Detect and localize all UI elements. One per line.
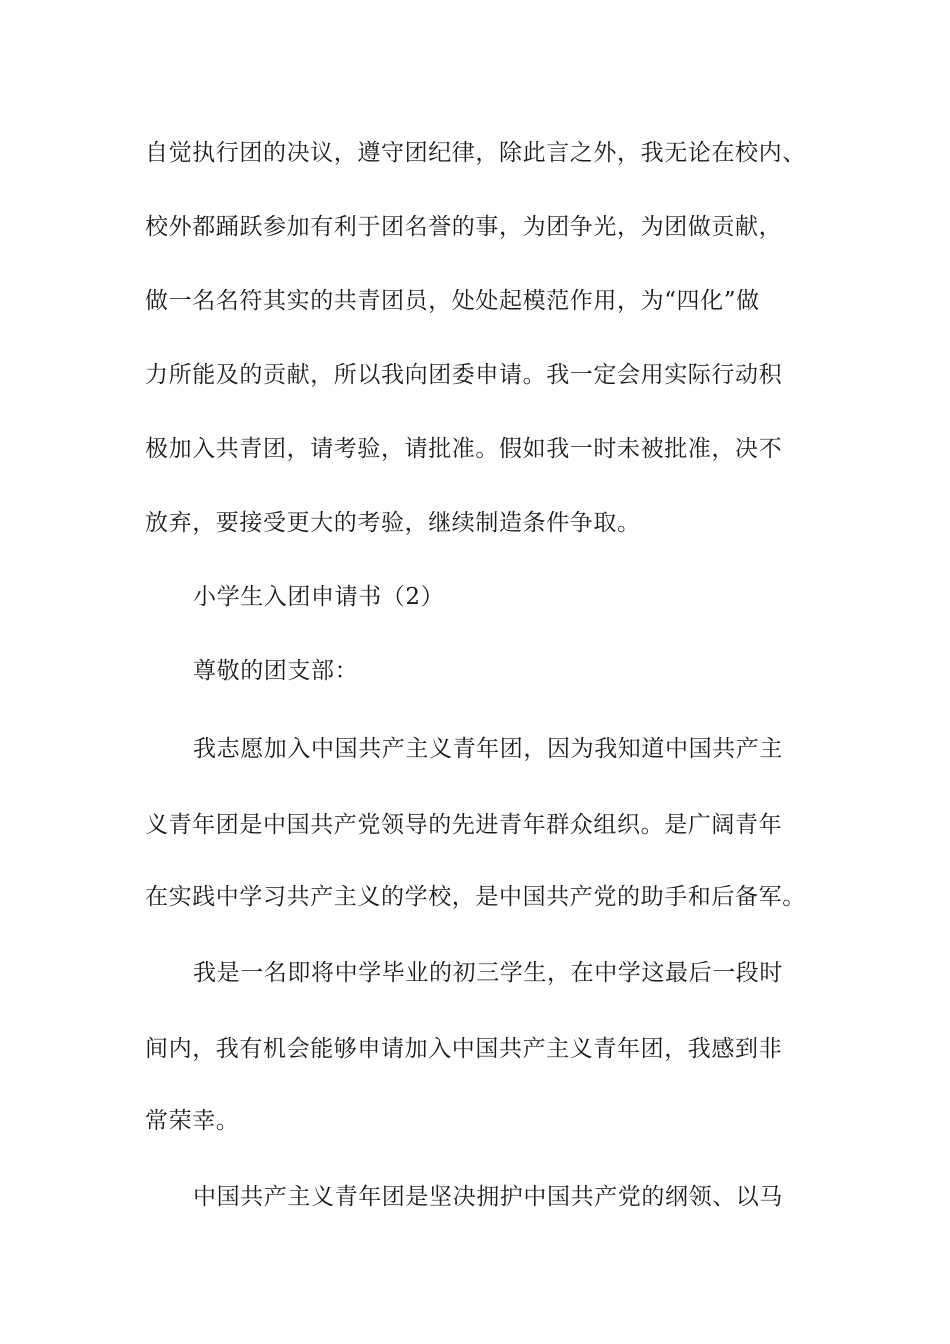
salutation: 尊敬的团支部：	[193, 658, 359, 684]
paragraph-line: 间内，我有机会能够申请加入中国共产主义青年团，我感到非	[145, 1036, 783, 1062]
paragraph-line: 放弃，要接受更大的考验，继续制造条件争取。	[145, 510, 641, 536]
paragraph-line: 常荣幸。	[145, 1108, 240, 1134]
paragraph-line: 我是一名即将中学毕业的初三学生，在中学这最后一段时	[193, 960, 783, 986]
paragraph-line: 极加入共青团，请考验，请批准。假如我一时未被批准，决不	[145, 436, 783, 462]
section-heading: 小学生入团申请书（2）	[193, 584, 445, 610]
paragraph-line: 力所能及的贡献，所以我向团委申请。我一定会用实际行动积	[145, 362, 783, 388]
paragraph-line: 做一名名符其实的共青团员，处处起模范作用，为“四化”做	[145, 288, 760, 314]
paragraph-line: 我志愿加入中国共产主义青年团，因为我知道中国共产主	[193, 736, 783, 762]
paragraph-line: 在实践中学习共产主义的学校，是中国共产党的助手和后备军。	[145, 884, 806, 910]
paragraph-line: 校外都踊跃参加有利于团名誉的事，为团争光，为团做贡献，	[145, 214, 783, 240]
paragraph-line: 自觉执行团的决议，遵守团纪律，除此言之外，我无论在校内、	[145, 140, 806, 166]
paragraph-line: 义青年团是中国共产党领导的先进青年群众组织。是广阔青年	[145, 812, 783, 838]
paragraph-line: 中国共产主义青年团是坚决拥护中国共产党的纲领、以马	[193, 1184, 783, 1210]
